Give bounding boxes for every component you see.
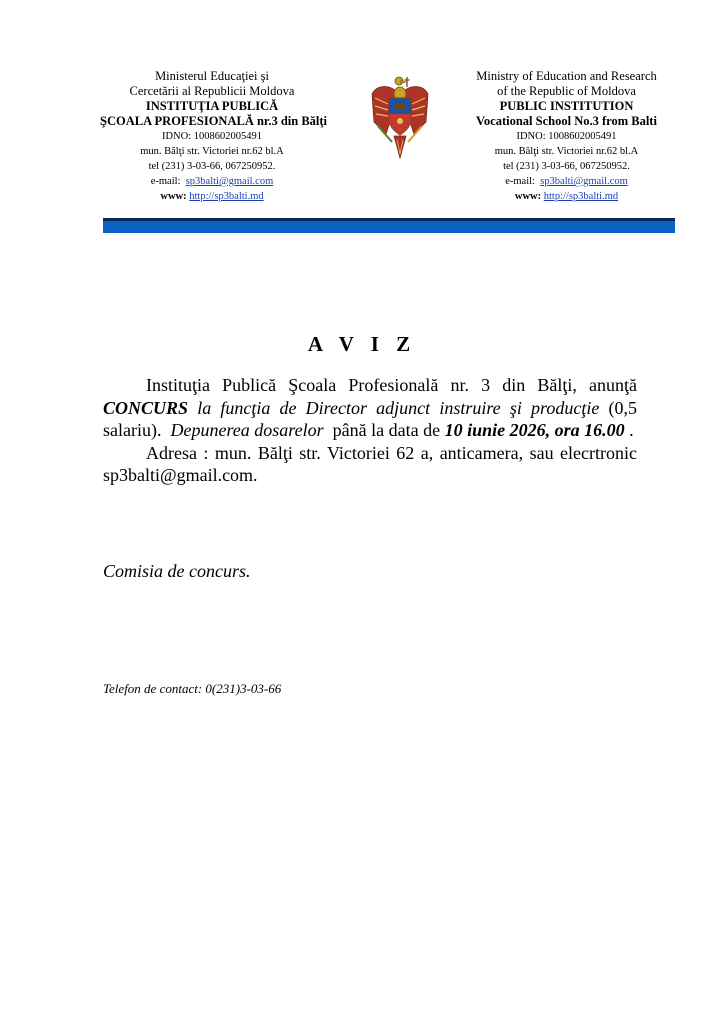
phone-en: tel (231) 3-03-66, 067250952. bbox=[503, 161, 630, 172]
notice-paragraph-1 bbox=[103, 374, 637, 442]
signature: Comisia de concurs. bbox=[103, 561, 251, 581]
ministry-name-en-2: of the Republic of Moldova bbox=[497, 84, 636, 98]
position-title: la funcţia de Director adjunct instruire şi producţie bbox=[197, 397, 600, 418]
institution-type-en: PUBLIC INSTITUTION bbox=[499, 99, 634, 113]
idno-ro: IDNO: 1008602005491 bbox=[161, 131, 263, 142]
institution-type-ro: INSTITUŢIA PUBLICĂ bbox=[145, 99, 279, 113]
school-name-en: Vocational School No.3 from Balti bbox=[476, 114, 657, 128]
address-ro: mun. Bălţi str. Victoriei nr.62 bl.A bbox=[140, 146, 284, 157]
deadline-date: 10 iunie 2026, ora 16.00 bbox=[444, 420, 625, 440]
phone-ro: tel (231) 3-03-66, 067250952. bbox=[148, 161, 276, 172]
www-label-en: www: bbox=[514, 191, 542, 202]
notice-paragraph-2: Adresa : mun. Bălţi str. Victoriei 62 a, anticamera, sau elecrtronic sp3balti@gmail.com. bbox=[103, 442, 637, 485]
www-line-ro bbox=[100, 189, 324, 204]
school-name-ro: ŞCOALA PROFESIONALĂ nr.3 din Bălţi bbox=[100, 114, 328, 128]
email-label-en: e-mail: bbox=[505, 176, 535, 187]
email-link-ro[interactable]: sp3balti@gmail.com bbox=[185, 176, 274, 187]
email-label-ro: e-mail: bbox=[150, 176, 181, 187]
submission-label: Depunerea dosarelor bbox=[170, 420, 324, 440]
www-link-en[interactable]: http://sp3balti.md bbox=[543, 191, 619, 202]
email-link-en[interactable]: sp3balti@gmail.com bbox=[540, 176, 628, 187]
ministry-name-ro-1: Ministerul Educaţiei şi bbox=[155, 69, 269, 83]
header-right bbox=[454, 69, 679, 204]
ministry-name-en-1: Ministry of Education and Research bbox=[476, 69, 657, 83]
coat-of-arms-icon bbox=[368, 74, 432, 160]
www-label-ro: www: bbox=[160, 191, 187, 202]
contest-keyword: CONCURS bbox=[103, 397, 189, 418]
email-line-en bbox=[454, 174, 679, 189]
ministry-name-ro-2: Cercetării al Republicii Moldova bbox=[129, 84, 295, 98]
header-left bbox=[100, 69, 328, 204]
period: . bbox=[629, 420, 634, 440]
header-divider-blue bbox=[103, 221, 675, 233]
www-link-ro[interactable]: http://sp3balti.md bbox=[189, 191, 264, 202]
notice-body bbox=[103, 374, 637, 487]
contact-phone: Telefon de contact: 0(231)3-03-66 bbox=[103, 681, 282, 696]
idno-en: IDNO: 1008602005491 bbox=[516, 131, 617, 142]
notice-title: A V I Z bbox=[307, 332, 417, 356]
www-line-en bbox=[454, 189, 679, 204]
announcement-text: Instituţia Publică Şcoala Profesională nr. 3 din Bălţi, anunţă bbox=[146, 375, 637, 395]
address-en: mun. Bălţi str. Victoriei nr.62 bl.A bbox=[494, 146, 639, 157]
salary-share: (0,5 salariu). bbox=[103, 397, 637, 440]
deadline-prefix: până la data de bbox=[332, 420, 441, 440]
email-line-ro bbox=[100, 174, 324, 189]
